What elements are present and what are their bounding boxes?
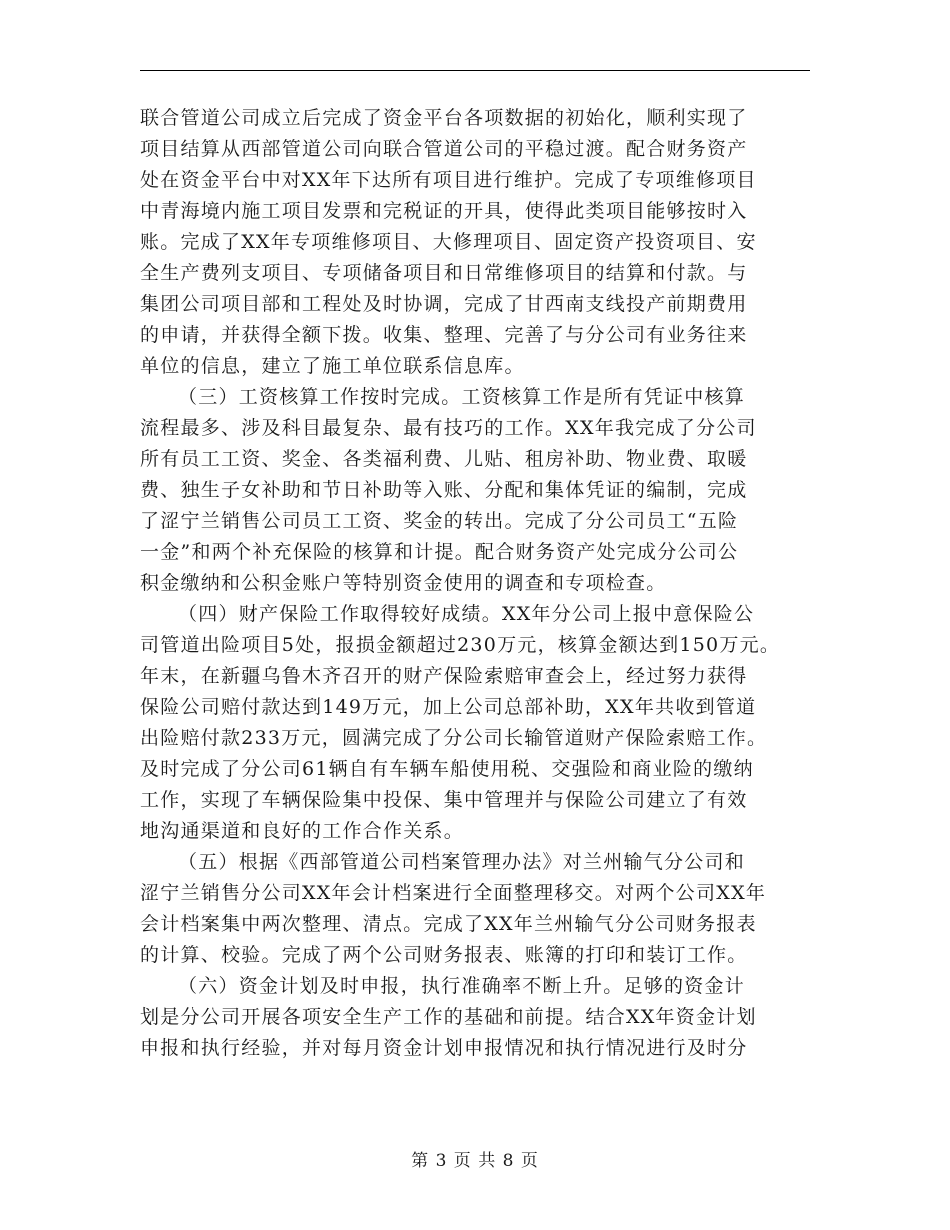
page-number-footer: 第 3 页 共 8 页 [411,1151,539,1171]
text-line: 了涩宁兰销售公司员工工资、奖金的转出。完成了分公司员工“五险 [140,510,739,532]
text-line: 联合管道公司成立后完成了资金平台各项数据的初始化，顺利实现了 [140,107,748,129]
text-line: 流程最多、涉及科目最复杂、最有技巧的工作。XX年我完成了分公司 [140,417,757,439]
text-line: 地沟通渠道和良好的工作合作关系。 [140,820,465,842]
paragraph-first-line: （五）根据《西部管道公司档案管理办法》对兰州输气分公司和 [178,851,746,873]
text-line: 出险赔付款233万元，圆满完成了分公司长输管道财产保险索赔工作。 [140,727,768,749]
document-body [140,103,820,1064]
text-line: 司管道出险项目5处，报损金额超过230万元，核算金额达到150万元。 [140,634,781,656]
text-line: 费、独生子女补助和节日补助等入账、分配和集体凭证的编制，完成 [140,479,748,501]
text-line: 会计档案集中两次整理、清点。完成了XX年兰州输气分公司财务报表 [140,913,757,935]
text-line: 涩宁兰销售分公司XX年会计档案进行全面整理移交。对两个公司XX年 [140,882,767,904]
header-rule [140,70,810,71]
text-line: 集团公司项目部和工程处及时协调，完成了甘西南支线投产前期费用 [140,293,748,315]
paragraph-first-line: （六）资金计划及时申报，执行准确率不断上升。足够的资金计 [178,975,746,997]
paragraph-first-line: （四）财产保险工作取得较好成绩。XX年分公司上报中意保险公 [178,603,755,625]
text-line: 一金”和两个补充保险的核算和计提。配合财务资产处完成分公司公 [140,541,739,563]
text-line: 及时完成了分公司61辆自有车辆车船使用税、交强险和商业险的缴纳 [140,758,754,780]
text-line: 所有员工工资、奖金、各类福利费、儿贴、租房补助、物业费、取暖 [140,448,748,470]
text-line: 处在资金平台中对XX年下达所有项目进行维护。完成了专项维修项目 [140,169,757,191]
text-line: 中青海境内施工项目发票和完税证的开具，使得此类项目能够按时入 [140,200,748,222]
text-line: 年末，在新疆乌鲁木齐召开的财产保险索赔审查会上，经过努力获得 [140,665,748,687]
text-line: 工作，实现了车辆保险集中投保、集中管理并与保险公司建立了有效 [140,789,748,811]
text-line: 单位的信息，建立了施工单位联系信息库。 [140,355,525,377]
text-line: 保险公司赔付款达到149万元，加上公司总部补助，XX年共收到管道 [140,696,757,718]
text-line: 全生产费列支项目、专项储备项目和日常维修项目的结算和付款。与 [140,262,748,284]
text-line: 的申请，并获得全额下拨。收集、整理、完善了与分公司有业务往来 [140,324,748,346]
text-line: 账。完成了XX年专项维修项目、大修理项目、固定资产投资项目、安 [140,231,757,253]
text-line: 申报和执行经验，并对每月资金计划申报情况和执行情况进行及时分 [140,1037,748,1059]
text-line: 的计算、校验。完成了两个公司财务报表、账簿的打印和装订工作。 [140,944,748,966]
text-line: 积金缴纳和公积金账户等特别资金使用的调查和专项检查。 [140,572,667,594]
text-line: 项目结算从西部管道公司向联合管道公司的平稳过渡。配合财务资产 [140,138,748,160]
text-line: 划是分公司开展各项安全生产工作的基础和前提。结合XX年资金计划 [140,1006,757,1028]
paragraph-first-line: （三）工资核算工作按时完成。工资核算工作是所有凭证中核算 [178,386,746,408]
